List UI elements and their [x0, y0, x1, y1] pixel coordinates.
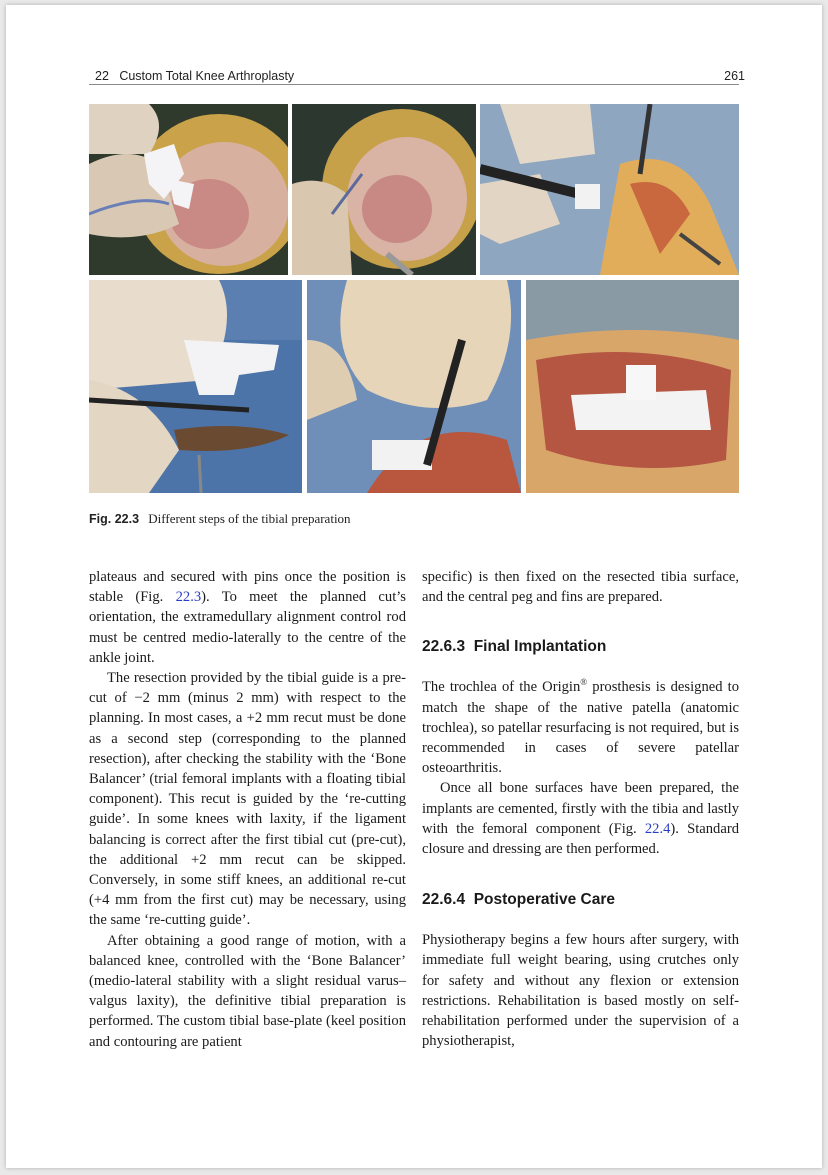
page-number: 261 — [724, 69, 745, 83]
section-heading: 22.6.4 Postoperative Care — [422, 891, 615, 909]
paragraph: specific) is then fixed on the resected tibia surface, and the central peg and fins are prepared. — [422, 569, 739, 606]
paragraph: Physiotherapy begins a few hours after surgery, with immediate full weight bearing, using crutches only for safety and without any flexion or extension restrictions. Rehabilitation is based mostly on self-rehabilitation performed under the supervision of a physiotherapist, — [422, 932, 739, 1050]
figure-link[interactable]: 22.3 — [175, 589, 202, 606]
right-column — [422, 567, 739, 1051]
photo-alignment-rod — [480, 104, 739, 275]
photo-tibial-guide-2 — [292, 104, 476, 275]
paragraph: plateaus and secured with pins once the position is stable (Fig. 22.3). To meet the planned cut’s orientation, the extramedullary alignment control rod must be centred medio-laterally to the centre of the ankle joint. — [89, 569, 406, 666]
paragraph: The trochlea of the Origin® prosthesis is designed to match the shape of the native patella (anatomic trochlea), so patellar resurfacing is not required, but is recommended in cases of severe patellar osteoarthritis. — [422, 677, 739, 777]
left-column — [89, 567, 406, 1052]
section-heading: 22.6.3 Final Implantation — [422, 638, 607, 656]
figure-link[interactable]: 22.4 — [644, 820, 671, 837]
paragraph: The resection provided by the tibial guide is a pre-cut of −2 mm (minus 2 mm) with respect to the planning. In most cases, a +2 mm recut must be done as a second step (corresponding to the planned resection), after checking the stability with the ‘Bone Balancer’ (trial femoral implants with a floating tibial component). This recut is guided by the ‘re-cutting guide’. In some knees with laxity, if the ligament balancing is correct after the first tibial cut (pre-cut), the additional +2 mm recut can be skipped. Conversely, in some stiff knees, an additional re-cut (+4 mm from the first cut) may be necessary, using the same ‘re-cutting guide’. — [89, 670, 406, 929]
figure-caption — [89, 511, 739, 527]
photo-resected-tibia-cut — [89, 280, 302, 493]
header-rule — [89, 84, 739, 85]
photo-tibial-baseplate-fixation — [307, 280, 521, 493]
figure-caption-text: Different steps of the tibial preparation — [148, 511, 351, 526]
paragraph: Once all bone surfaces have been prepared, the implants are cemented, firstly with the tibia and lastly with the femoral component (Fig. 22.4). Standard closure and dressing are then performed. — [422, 780, 739, 858]
figure-label: Fig. 22.3 — [89, 512, 140, 526]
photo-tibial-guide-1 — [89, 104, 288, 275]
paragraph: After obtaining a good range of motion, with a balanced knee, controlled with the ‘Bone Balancer’ (medio-lateral stability with a slight residual varus–valgus laxity), the definitive tibial preparation is performed. The custom tibial base-plate (keel position and contouring are patient — [89, 932, 406, 1050]
photo-tibial-trial-implant — [526, 280, 739, 493]
running-head — [95, 69, 745, 89]
chapter-title: 22 Custom Total Knee Arthroplasty — [95, 69, 295, 83]
